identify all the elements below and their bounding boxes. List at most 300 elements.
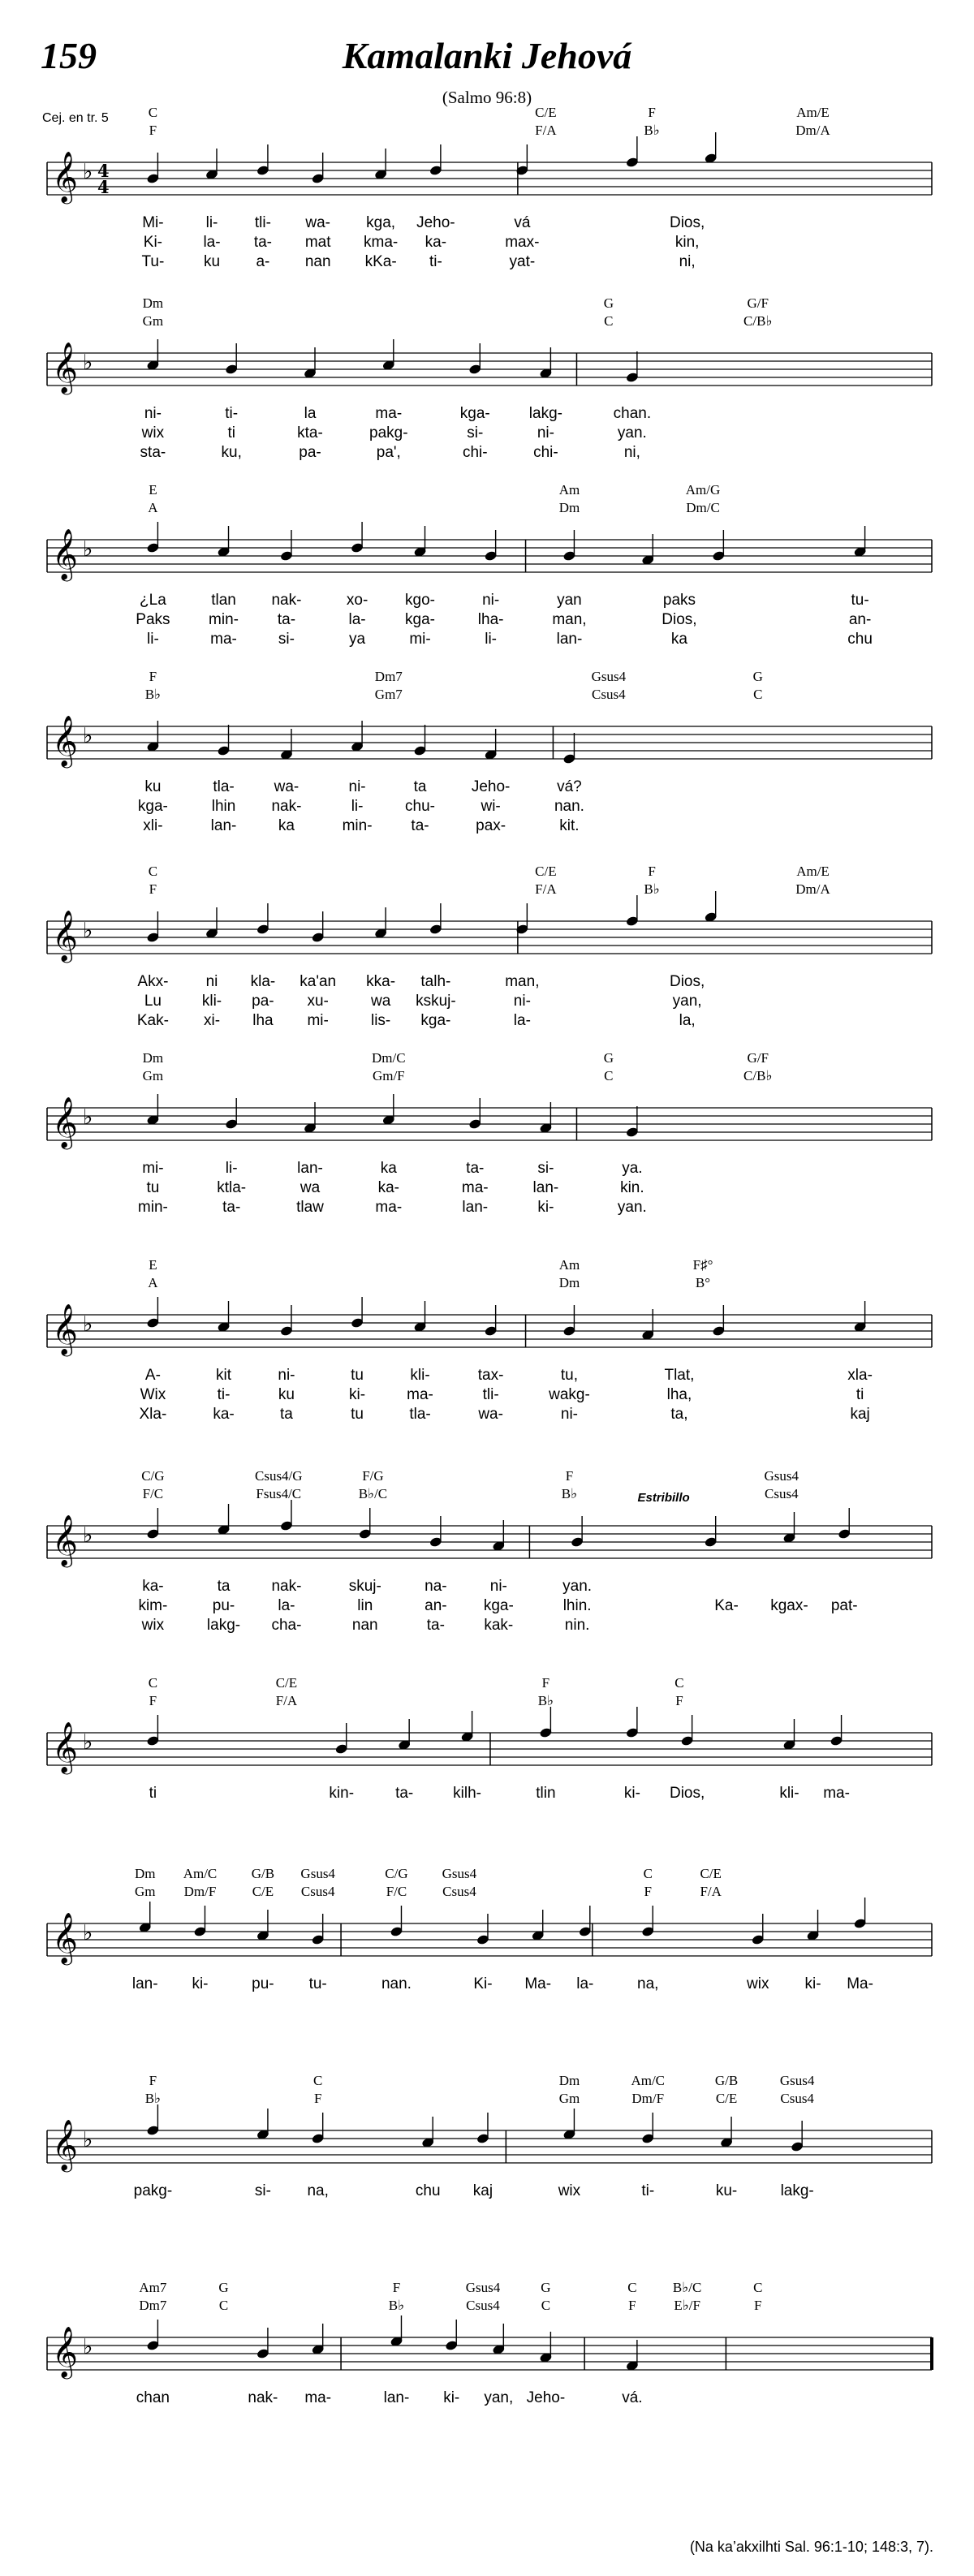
chord-symbol-bottom: Dm [558,500,580,515]
lyric-syllable: Kak- [136,1012,169,1029]
chord-symbol-bottom: B♭ [144,2091,162,2106]
staff-system-6 [47,1050,932,1216]
flat-key-signature-icon: ♭ [83,1921,93,1945]
treble-clef-icon: 𝄞 [52,1721,78,1773]
flat-key-signature-icon: ♭ [83,351,93,375]
staff-system-10 [47,1866,932,1992]
lyric-syllable: ka- [213,1406,235,1423]
lyric-syllable: lha [252,1012,274,1029]
staff-system-5 [47,864,932,1029]
lyric-syllable: ta- [426,1617,445,1634]
lyric-syllable: ka'an [300,973,337,990]
chord-symbol-top: C [627,2280,637,2295]
lyric-syllable: ki- [349,1386,366,1403]
chord-symbol-top: F♯° [692,1257,713,1273]
lyric-syllable: lan- [210,817,237,834]
capo-instruction: Cej. en tr. 5 [42,111,109,125]
song-number: 159 [41,35,97,76]
treble-clef-icon: 𝄞 [52,151,78,202]
chord-symbol-top: B♭/C [672,2280,702,2295]
lyric-syllable: Ki- [143,234,163,251]
lyric-syllable: wa [370,993,391,1010]
lyric-syllable: xli- [143,817,163,834]
lyric-syllable: Jeho- [416,214,455,231]
lyric-syllable: cha- [271,1617,302,1634]
flat-key-signature-icon: ♭ [83,1312,93,1337]
lyric-syllable: ti- [225,405,239,422]
chord-symbol-top: Gsus4 [764,1468,799,1484]
chord-symbol-top: Am [558,1257,580,1273]
lyric-syllable: chi- [533,444,558,461]
lyric-syllable: la- [576,1975,594,1992]
lyric-syllable: kilh- [453,1785,482,1802]
lyric-syllable: chu- [405,798,436,815]
lyric-syllable: man, [505,973,540,990]
chord-symbol-top: C [313,2073,323,2088]
lyric-syllable: la- [513,1012,531,1029]
chord-symbol-bottom: Dm/F [631,2091,665,2106]
chord-symbol-bottom: Gm/F [372,1068,405,1083]
lyric-syllable: ta- [411,817,429,834]
lyric-syllable: ta [280,1406,293,1423]
lyric-syllable: pu- [252,1975,274,1992]
lyric-syllable: tax- [477,1367,504,1384]
lyric-syllable: nak- [271,798,302,815]
lyric-syllable: ta- [395,1785,414,1802]
chord-symbol-bottom: Gm [142,1068,164,1083]
lyric-syllable: kla- [250,973,276,990]
lyric-syllable: kli- [779,1785,799,1802]
chord-symbol-bottom: A [148,1275,158,1290]
lyric-syllable: ti [855,1386,864,1403]
lyric-syllable: ku- [715,2182,738,2199]
lyric-syllable: ni- [513,993,531,1010]
chord-symbol-top: Dm [142,1050,164,1066]
chord-symbol-bottom: Dm/F [183,1884,217,1899]
lyric-syllable: wa- [478,1406,503,1423]
lyric-syllable: nan. [554,798,584,815]
treble-clef-icon: 𝄞 [52,910,78,961]
lyric-syllable: wix [747,1975,769,1992]
lyric-syllable: ma- [210,631,237,648]
lyric-syllable: nak- [248,2389,278,2406]
chord-symbol-bottom: C/B♭ [743,313,773,329]
lyric-syllable: pax- [476,817,506,834]
lyric-syllable: mat [304,234,331,251]
lyric-syllable: ya. [622,1160,643,1177]
lyric-syllable: ku [144,778,162,795]
lyric-syllable: vá. [622,2389,643,2406]
time-signature-top: 4 [97,161,110,181]
lyric-syllable: tlin [536,1785,556,1802]
lyric-syllable: ni- [278,1367,295,1384]
lyric-syllable: la [304,405,317,422]
chord-symbol-bottom: F/A [275,1693,298,1708]
lyric-syllable: Lu [144,993,162,1010]
lyric-syllable: min- [209,611,239,628]
lyric-syllable: ni- [144,405,162,422]
chord-symbol-top: C [674,1675,684,1691]
treble-clef-icon: 𝄞 [52,2119,78,2170]
lyric-syllable: Wix [140,1386,166,1403]
lyric-syllable: sta- [140,444,166,461]
lyric-syllable: la, [679,1012,696,1029]
chord-symbol-top: C [753,2280,763,2295]
lyric-syllable: lin [357,1597,373,1614]
chord-symbol-bottom: B♭ [644,881,660,897]
lyric-syllable: chi- [462,444,488,461]
chord-symbol-bottom: B♭ [388,2298,405,2313]
staff-system-11 [47,2073,932,2199]
lyric-syllable: ki- [804,1975,821,1992]
staff-system-2 [47,295,932,461]
chord-symbol-top: Dm7 [374,669,403,684]
treble-clef-icon: 𝄞 [52,1912,78,1963]
chord-symbol-top: C/E [535,864,557,879]
lyric-syllable: Xla- [139,1406,167,1423]
treble-clef-icon: 𝄞 [52,1096,78,1148]
flat-key-signature-icon: ♭ [83,2335,93,2359]
lyric-syllable: tu, [560,1367,579,1384]
lyric-syllable: li- [225,1160,238,1177]
lyric-syllable: ka- [377,1179,400,1196]
chord-symbol-top: Csus4/G [254,1468,303,1484]
staff-system-12 [47,2280,932,2406]
lyric-syllable: nan [351,1617,378,1634]
lyric-syllable: vá [514,214,531,231]
lyric-syllable: kka- [366,973,396,990]
chord-symbol-bottom: F [754,2298,762,2313]
lyric-syllable: kin. [620,1179,644,1196]
chord-symbol-top: G [603,295,614,311]
lyric-syllable: lan- [383,2389,410,2406]
chord-symbol-top: F [392,2280,401,2295]
chord-symbol-top: C/G [385,1866,408,1881]
lyric-syllable: yan. [617,1199,647,1216]
flat-key-signature-icon: ♭ [83,724,93,748]
lyric-syllable: tlan [211,592,236,609]
chord-symbol-bottom: Dm/C [686,500,720,515]
lyric-syllable: xla- [847,1367,873,1384]
chord-symbol-top: Gsus4 [300,1866,335,1881]
lyric-syllable: tli- [254,214,271,231]
lyric-syllable: ni- [537,424,554,442]
lyric-syllable: tu [351,1367,364,1384]
lyric-syllable: wix [558,2182,581,2199]
lyric-syllable: pakg- [369,424,408,442]
lyric-syllable: la- [278,1597,295,1614]
lyric-syllable: kli- [410,1367,430,1384]
lyric-syllable: yan, [484,2389,514,2406]
lyric-syllable: yat- [509,253,536,270]
chord-symbol-bottom: Gm [558,2091,580,2106]
chord-symbol-bottom: Dm7 [139,2298,167,2313]
lyric-syllable: ka- [425,234,447,251]
chord-symbol-bottom: Csus4 [466,2298,500,2313]
lyric-syllable: ni- [560,1406,579,1423]
lyric-syllable: lan- [532,1179,559,1196]
lyric-syllable: kga- [483,1597,514,1614]
refrain-marker: Estribillo [637,1491,690,1505]
lyric-syllable: ta- [253,234,273,251]
lyric-syllable: ku [203,253,221,270]
lyric-syllable: yan. [562,1578,593,1595]
lyric-syllable: ma- [304,2389,332,2406]
staff-system-1 [47,105,932,270]
lyric-syllable: pakg- [133,2182,173,2199]
chord-symbol-top: E [149,482,157,498]
lyric-syllable: kga- [137,798,168,815]
lyric-syllable: tu [351,1406,364,1423]
lyric-syllable: ni, [679,253,696,270]
chord-symbol-top: C/E [700,1866,722,1881]
chord-symbol-bottom: C [753,687,763,702]
lyric-syllable: wix [141,1617,165,1634]
lyric-syllable: ka- [142,1578,164,1595]
chord-symbol-top: Gsus4 [442,1866,477,1881]
lyric-syllable: ktla- [217,1179,247,1196]
lyric-syllable: Ma- [847,1975,873,1992]
scripture-reference: (Na ka’akxilhti Sal. 96:1-10; 148:3, 7). [689,2539,933,2555]
lyric-syllable: tu [146,1179,160,1196]
chord-symbol-top: F/G [362,1468,384,1484]
chord-symbol-bottom: B♭/C [358,1486,388,1501]
lyric-syllable: tu- [851,592,869,609]
flat-key-signature-icon: ♭ [83,160,93,184]
lyric-syllable: lan- [462,1199,489,1216]
chord-symbol-bottom: Csus4 [592,687,626,702]
lyric-syllable: ti [149,1785,157,1802]
flat-key-signature-icon: ♭ [83,919,93,943]
lyric-syllable: nin. [564,1617,590,1634]
chord-symbol-bottom: F/A [700,1884,722,1899]
lyric-syllable: chu [847,631,873,648]
chord-symbol-bottom: B♭ [644,123,660,138]
lyric-syllable: ya [349,631,366,648]
lyric-syllable: kim- [138,1597,168,1614]
lyric-syllable: min- [342,817,373,834]
lyric-syllable: Akx- [137,973,169,990]
lyric-syllable: Jeho- [526,2389,566,2406]
chord-symbol-top: C [148,864,158,879]
chord-symbol-bottom: C [541,2298,551,2313]
lyric-syllable: an- [848,611,872,628]
chord-symbol-top: G/F [747,1050,769,1066]
flat-key-signature-icon: ♭ [83,1523,93,1548]
treble-clef-icon: 𝄞 [52,528,78,579]
chord-symbol-top: Dm [134,1866,156,1881]
lyric-syllable: kskuj- [416,993,456,1010]
lyric-syllable: kKa- [364,253,397,270]
lyric-syllable: nak- [271,592,302,609]
chord-symbol-top: G [603,1050,614,1066]
lyric-syllable: kin- [329,1785,355,1802]
lyric-syllable: Ma- [524,1975,552,1992]
lyric-syllable: pat- [830,1597,858,1614]
treble-clef-icon: 𝄞 [52,342,78,393]
lyric-syllable: ta- [222,1199,241,1216]
chord-symbol-bottom: Csus4 [300,1884,335,1899]
chord-symbol-bottom: Gm7 [374,687,403,702]
chord-symbol-top: Gsus4 [779,2073,815,2088]
chord-symbol-bottom: F/C [142,1486,164,1501]
flat-key-signature-icon: ♭ [83,1105,93,1130]
lyric-syllable: mi- [307,1012,329,1029]
chord-symbol-top: Am/C [183,1866,218,1881]
lyric-syllable: la- [348,611,366,628]
lyric-syllable: ti- [217,1386,231,1403]
lyric-syllable: xi- [203,1012,221,1029]
lyric-syllable: skuj- [348,1578,381,1595]
lyric-syllable: Mi- [142,214,164,231]
chord-symbol-top: F [565,1468,574,1484]
chord-symbol-bottom: C [604,1068,614,1083]
lyric-syllable: lha, [666,1386,692,1403]
staff-system-3 [47,482,932,648]
lyric-syllable: ti [227,424,235,442]
lyric-syllable: chu [415,2182,441,2199]
lyric-syllable: ma- [407,1386,433,1403]
chord-symbol-bottom: F/A [535,881,557,897]
chord-symbol-top: Dm [558,2073,580,2088]
lyric-syllable: ma- [375,1199,403,1216]
lyric-syllable: wa- [274,778,300,795]
lyric-syllable: tu- [308,1975,327,1992]
chord-symbol-bottom: Csus4 [442,1884,476,1899]
chord-symbol-bottom: B♭ [537,1693,554,1708]
lyric-syllable: A- [144,1367,161,1384]
lyric-syllable: li- [351,798,364,815]
lyric-syllable: ma- [375,405,403,422]
chord-symbol-bottom: C [604,313,614,329]
lyric-syllable: ka [380,1160,397,1177]
lyric-syllable: Tlat, [664,1367,695,1384]
lyric-syllable: na- [425,1578,447,1595]
lyric-syllable: ni, [623,444,640,461]
staff-system-4 [47,669,932,834]
chord-symbol-top: C/E [535,105,557,120]
chord-symbol-top: Am/E [796,105,830,120]
lyric-syllable: si- [278,631,295,648]
lyric-syllable: ki- [192,1975,209,1992]
lyric-syllable: vá? [557,778,582,795]
chord-symbol-bottom: F [628,2298,636,2313]
chord-symbol-top: Am/G [685,482,721,498]
lyric-syllable: kga- [459,405,490,422]
lyric-syllable: ta, [670,1406,688,1423]
lyric-syllable: man, [552,611,587,628]
chord-symbol-bottom: F [313,2091,322,2106]
lyric-syllable: nak- [271,1578,302,1595]
lyric-syllable: Ki- [473,1975,493,1992]
lyric-syllable: min- [137,1199,168,1216]
lyric-syllable: ki- [537,1199,554,1216]
lyric-syllable: tli- [482,1386,499,1403]
lyric-syllable: kit [216,1367,232,1384]
lyric-syllable: wi- [481,798,501,815]
lyric-syllable: ni- [348,778,366,795]
lyric-syllable: na, [307,2182,329,2199]
lyric-syllable: Paks [136,611,170,628]
chord-symbol-top: C [148,1675,158,1691]
lyric-syllable: ni- [482,592,500,609]
chord-symbol-bottom: F [149,123,157,138]
lyric-syllable: lhin [211,798,236,815]
chord-symbol-top: Dm/C [372,1050,406,1066]
lyric-syllable: nan. [381,1975,412,1992]
lyric-syllable: pa- [299,444,321,461]
chord-symbol-top: Gsus4 [591,669,627,684]
lyric-syllable: ti- [429,253,442,270]
chord-symbol-top: G [218,2280,229,2295]
lyric-syllable: wa- [305,214,330,231]
lyric-syllable: lakg- [206,1617,241,1634]
lyric-syllable: li- [205,214,218,231]
lyric-syllable: lakg- [780,2182,814,2199]
chord-symbol-bottom: Csus4 [780,2091,814,2106]
lyric-syllable: Dios, [662,611,697,628]
flat-key-signature-icon: ♭ [83,2128,93,2152]
lyric-syllable: la- [203,234,221,251]
lyric-syllable: tla- [213,778,235,795]
chord-symbol-top: C [643,1866,653,1881]
chord-symbol-bottom: F/A [535,123,557,138]
lyric-syllable: mi- [409,631,431,648]
lyric-syllable: ki- [623,1785,640,1802]
lyric-syllable: kaj [850,1406,870,1423]
chord-symbol-bottom: C [218,2298,229,2313]
lyric-syllable: kma- [364,234,399,251]
lyric-syllable: yan [557,592,582,609]
lyric-syllable: yan. [617,424,647,442]
chord-symbol-top: Am/E [796,864,830,879]
lyric-syllable: Ka- [714,1597,739,1614]
lyric-syllable: xu- [307,993,329,1010]
chord-symbol-top: F [149,2073,157,2088]
lyric-syllable: kli- [201,993,222,1010]
lyric-syllable: ma- [823,1785,850,1802]
lyric-syllable: tlaw [296,1199,324,1216]
chord-symbol-top: C/E [275,1675,298,1691]
lyric-syllable: si- [467,424,484,442]
treble-clef-icon: 𝄞 [52,2326,78,2377]
chord-symbol-top: F [149,669,157,684]
staff-system-9 [47,1675,932,1802]
lyric-syllable: ni- [489,1578,507,1595]
chord-symbol-top: E [149,1257,157,1273]
lyric-syllable: ka [670,631,687,648]
lyric-syllable: tla- [409,1406,431,1423]
lyric-syllable: kin, [674,234,700,251]
lyric-syllable: kgo- [405,592,436,609]
chord-symbol-top: G/F [747,295,769,311]
chord-symbol-bottom: F [149,1693,157,1708]
lyric-syllable: ni [205,973,218,990]
chord-symbol-bottom: Dm [558,1275,580,1290]
lyric-syllable: kga, [366,214,396,231]
chord-symbol-bottom: Fsus4/C [256,1486,302,1501]
chord-symbol-bottom: F [149,881,157,897]
lyric-syllable: Dios, [669,214,705,231]
lyric-syllable: kit. [559,817,580,834]
lyric-syllable: lan- [556,631,583,648]
lyric-syllable: an- [425,1597,447,1614]
chord-symbol-bottom: B♭ [144,687,162,702]
lyric-syllable: Jeho- [471,778,511,795]
chord-symbol-top: G [541,2280,551,2295]
chord-symbol-bottom: Dm/A [795,881,830,897]
lyric-syllable: Dios, [669,973,705,990]
